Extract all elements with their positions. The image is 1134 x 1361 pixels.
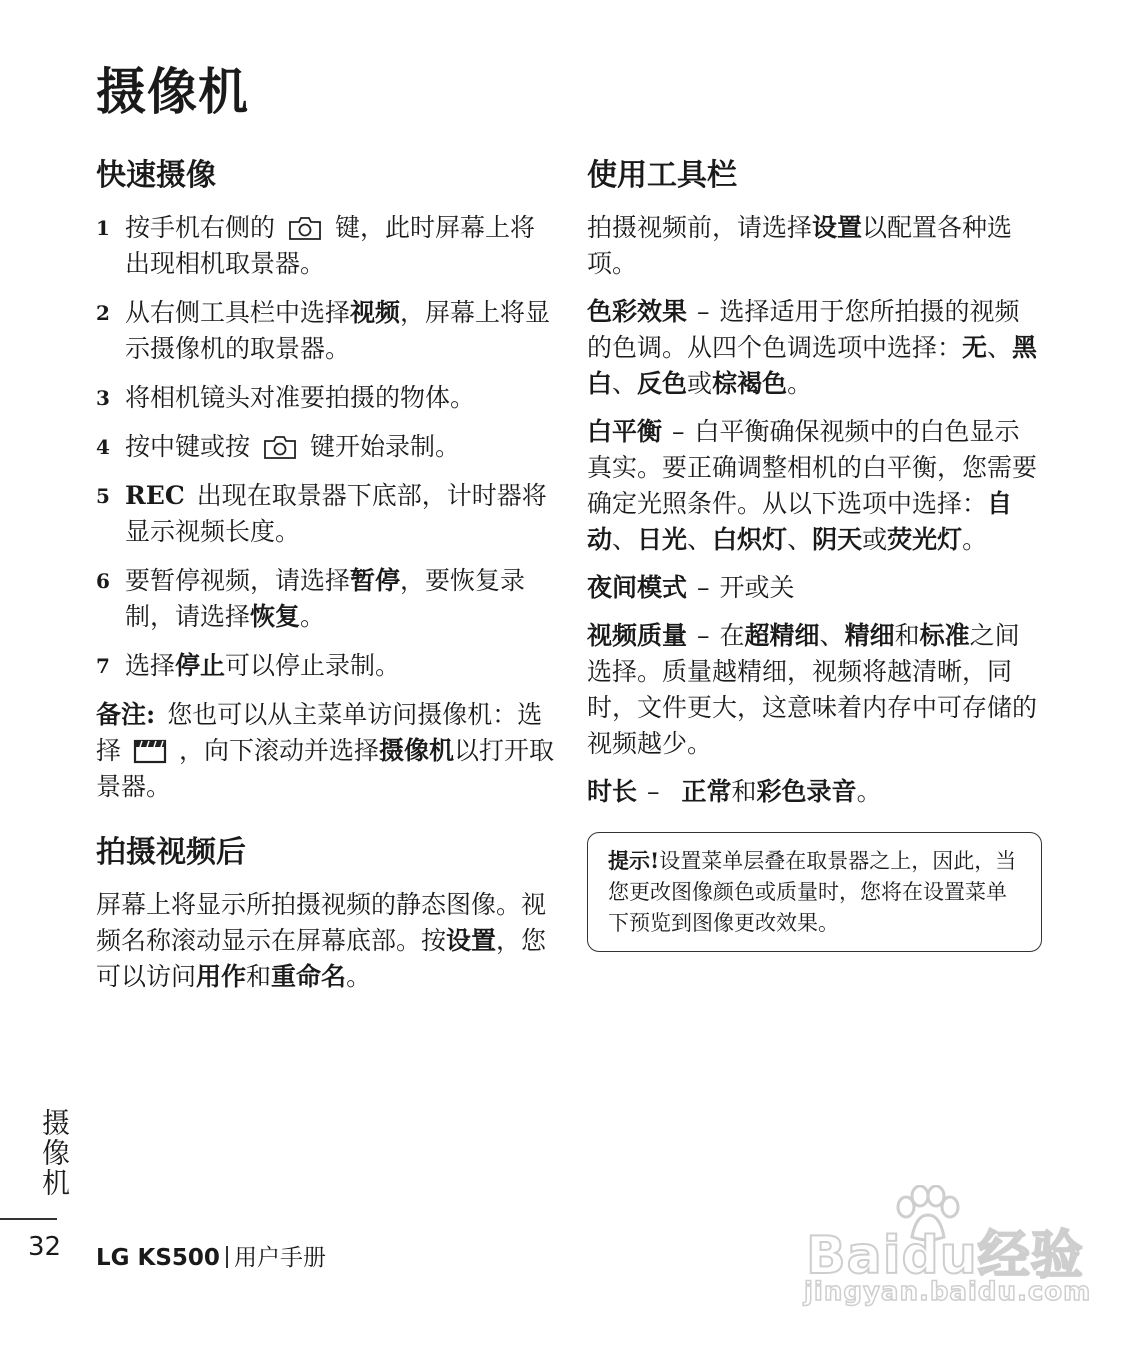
side-tab-label: 摄像机 — [38, 1108, 71, 1198]
night-mode-paragraph — [587, 570, 1042, 606]
footer-divider — [226, 1246, 228, 1268]
separator: 、 — [987, 333, 1013, 362]
step-text: 出现在取景器下底部，计时器将显示视频长度。 — [125, 481, 547, 546]
step-number: 4 — [96, 435, 110, 459]
footer — [96, 1239, 326, 1272]
body-text: 。 — [856, 777, 882, 806]
body-text: 。 — [962, 525, 988, 554]
camera-key-icon — [262, 435, 298, 460]
tip-text: 设置菜单层叠在取景器之上，因此，当您更改图像颜色或质量时，您将在设置菜单下预览到图像更改效果。 — [608, 849, 1017, 935]
bold-term: 停止 — [175, 651, 226, 680]
note-text: 以打开取景器。 — [96, 736, 555, 801]
color-effect-paragraph — [587, 294, 1042, 402]
body-text: 和 — [246, 962, 272, 991]
watermark-main: Baidu经验 — [806, 1226, 1084, 1286]
bold-term: 重命名 — [271, 962, 347, 991]
body-text: 之间选择。质量越精细，视频将越清晰，同时，文件更大，这意味着内存中可存储的视频越少。 — [587, 621, 1038, 758]
step-number: 1 — [96, 216, 110, 240]
option-label: 视频质量 — [587, 621, 688, 650]
bold-term: 白炽灯 — [712, 525, 788, 554]
body-text: 和 — [731, 777, 757, 806]
bold-term: 黑白 — [587, 333, 1038, 398]
footer-brand: LG KS500 — [96, 1245, 220, 1271]
page-title: 摄像机 — [96, 63, 249, 121]
option-label: 夜间模式 — [587, 573, 688, 602]
separator: 、 — [819, 621, 845, 650]
step-text: ，屏幕上将显示摄像机的取景器。 — [125, 298, 551, 363]
white-balance-paragraph — [587, 414, 1042, 558]
bold-term: 用作 — [196, 962, 247, 991]
option-label: 白平衡 — [587, 417, 663, 446]
list-item — [96, 648, 558, 684]
bold-term: 棕褐色 — [712, 369, 788, 398]
note-text: ，向下滚动并选择 — [179, 736, 380, 765]
bold-term: 摄像机 — [379, 736, 455, 765]
separator: 、 — [687, 525, 713, 554]
intro-paragraph — [587, 210, 1042, 282]
bold-term: 视频 — [350, 298, 401, 327]
step-number: 5 — [96, 484, 110, 508]
bold-term: 超精细 — [744, 621, 820, 650]
bold-term: 反色 — [637, 369, 688, 398]
step-number: 6 — [96, 569, 110, 593]
body-text: 以配置各种选项。 — [587, 213, 1013, 278]
video-quality-paragraph — [587, 618, 1042, 762]
body-text: 开或关 — [719, 573, 795, 602]
duration-paragraph — [587, 774, 1042, 810]
list-item — [96, 295, 558, 367]
footer-manual: 用户手册 — [233, 1245, 326, 1271]
list-item — [96, 210, 558, 282]
step-text: 键开始录制。 — [310, 432, 461, 461]
separator: 、 — [612, 525, 638, 554]
list-item — [96, 380, 558, 416]
bold-term: 阴天 — [812, 525, 863, 554]
body-text: 白平衡确保视频中的白色显示真实。要正确调整相机的白平衡，您需要确定光照条件。从以下选项中选择： — [587, 417, 1038, 518]
step-text: ，要恢复录制，请选择 — [125, 566, 526, 631]
separator: 、 — [787, 525, 813, 554]
dash: – — [697, 621, 710, 650]
body-text: 和 — [894, 621, 920, 650]
separator: 、 — [612, 369, 638, 398]
bold-term: 彩色录音 — [756, 777, 857, 806]
note-text: 您也可以从主菜单访问摄像机：选择 — [96, 700, 543, 765]
bold-term: 自动 — [587, 489, 1013, 554]
dash: – — [647, 777, 660, 806]
step-text: 键，此时屏幕上将出现相机取景器。 — [125, 213, 536, 278]
step-number: 2 — [96, 301, 110, 325]
body-text: 选择适用于您所拍摄的视频的色调。从四个色调选项中选择： — [587, 297, 1020, 362]
bold-term: 精细 — [844, 621, 895, 650]
body-text: 或 — [862, 525, 888, 554]
option-label: 色彩效果 — [587, 297, 688, 326]
tip-box — [587, 832, 1042, 952]
dash: – — [697, 573, 710, 602]
section-heading-toolbar: 使用工具栏 — [587, 158, 737, 193]
right-column — [587, 150, 1042, 952]
body-text: ，您可以访问 — [96, 926, 547, 991]
body-text: 拍摄视频前，请选择 — [587, 213, 813, 242]
page-number: 32 — [28, 1232, 62, 1262]
tip-paragraph — [608, 845, 1021, 939]
step-text: 将相机镜头对准要拍摄的物体。 — [125, 383, 476, 412]
dash: – — [697, 297, 710, 326]
body-text: 或 — [687, 369, 713, 398]
watermark-sub: jingyan.baidu.com — [804, 1277, 1092, 1307]
section-heading-quick: 快速摄像 — [96, 158, 216, 193]
bold-term: 无 — [962, 333, 988, 362]
body-text: 在 — [719, 621, 745, 650]
list-item — [96, 478, 558, 550]
step-text: 可以停止录制。 — [225, 651, 401, 680]
step-text: 。 — [300, 602, 326, 631]
bold-term: 设置 — [812, 213, 863, 242]
bold-term: 日光 — [637, 525, 688, 554]
list-item — [96, 429, 558, 465]
after-paragraph — [96, 887, 558, 995]
body-text: 。 — [787, 369, 813, 398]
body-text: 。 — [346, 962, 372, 991]
film-clapper-icon — [133, 737, 167, 764]
camera-key-icon — [287, 216, 323, 241]
bold-term: 正常 — [681, 777, 732, 806]
bold-term: 设置 — [446, 926, 497, 955]
left-column — [96, 150, 558, 995]
bold-term: 恢复 — [250, 602, 301, 631]
step-text: 要暂停视频，请选择 — [125, 566, 351, 595]
bold-term: 标准 — [919, 621, 970, 650]
step-text: 从右侧工具栏中选择 — [125, 298, 351, 327]
bold-term: 荧光灯 — [887, 525, 963, 554]
note-paragraph — [96, 697, 558, 805]
body-text: 屏幕上将显示所拍摄视频的静态图像。视频名称滚动显示在屏幕底部。按 — [96, 890, 547, 955]
steps-list — [96, 210, 558, 684]
step-text: 按手机右侧的 — [125, 213, 276, 242]
step-text: 按中键或按 — [125, 432, 251, 461]
step-text: 选择 — [125, 651, 176, 680]
tip-label: 提示! — [608, 848, 660, 873]
note-label: 备注: — [96, 700, 156, 729]
step-number: 7 — [96, 654, 110, 678]
list-item — [96, 563, 558, 635]
step-number: 3 — [96, 386, 110, 410]
option-label: 时长 — [587, 777, 638, 806]
section-heading-after: 拍摄视频后 — [96, 835, 246, 870]
bold-term: 暂停 — [350, 566, 401, 595]
dash: – — [672, 417, 685, 446]
bold-term: REC — [125, 481, 185, 510]
side-divider — [0, 1218, 57, 1220]
watermark — [800, 1185, 1100, 1315]
